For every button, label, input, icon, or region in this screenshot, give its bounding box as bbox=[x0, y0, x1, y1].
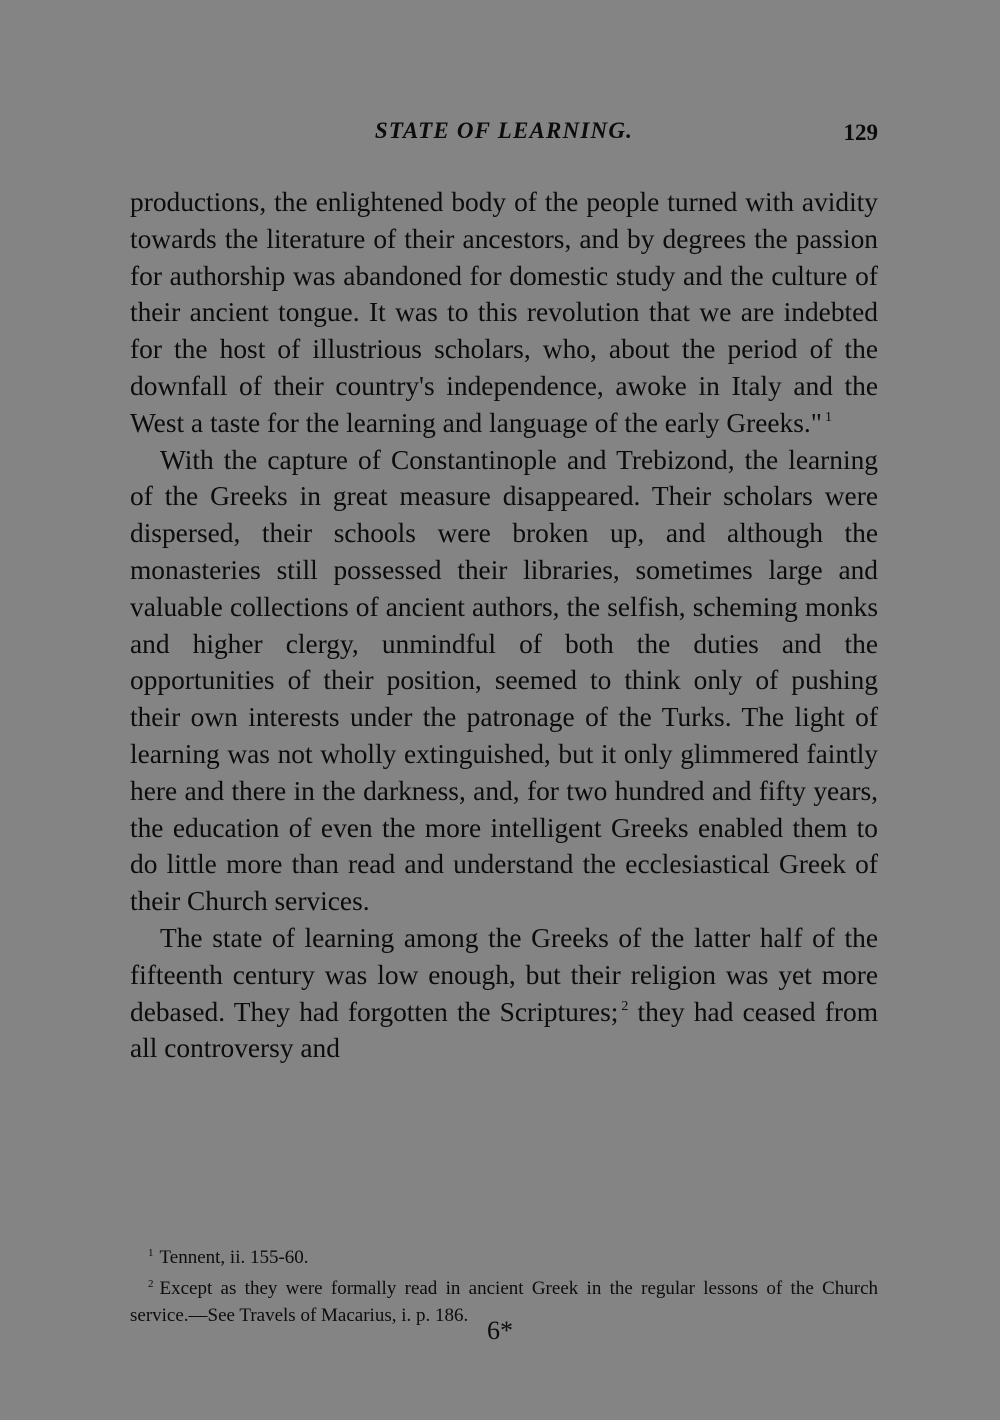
signature-mark: 6* bbox=[487, 1316, 513, 1345]
page-number: 129 bbox=[843, 120, 878, 145]
body-text bbox=[130, 184, 878, 1067]
paragraph bbox=[130, 920, 878, 1067]
paragraph bbox=[130, 442, 878, 920]
footnote-reference: 1 bbox=[824, 409, 832, 425]
paragraph-text: With the capture of Constantinople and Trebizond, the learning of the Greeks in great measure disappeared. Their scholars were dispersed, their schools were broken up, and although the monasteries still possessed their libraries, sometimes large and valuable collections of ancient authors, the selfish, scheming monks and higher clergy, unmindful of both the duties and the opportunities of their position, seemed to think only of pushing their own interests under the patronage of the Turks. The light of learning was not wholly extinguished, but it only glimmered faintly here and there in the darkness, and, for two hundred and fifty years, the education of even the more intelligent Greeks enabled them to do little more than read and understand the ecclesiastical Greek of their Church services. bbox=[130, 444, 878, 917]
paragraph-continuation bbox=[130, 184, 878, 442]
footnote-text: Except as they were formally read in ancient Greek in the regular lessons of the Church service.—See Travels of Macarius, i. p. 186. bbox=[130, 1278, 878, 1326]
running-head bbox=[130, 118, 878, 152]
running-title: STATE OF LEARNING. bbox=[374, 118, 634, 143]
footnote-text: Tennent, ii. 155-60. bbox=[159, 1247, 309, 1268]
footnote-reference: 2 bbox=[621, 998, 629, 1014]
paragraph-text: productions, the enlightened body of the people turned with avidity towards the literature of their ancestors, and by degrees the passion for authorship was abandoned for domestic study and the culture of their ancient tongue. It was to this revolution that we are indebted for the host of illustrious scholars, who, about the period of the downfall of their country's independence, awoke in Italy and the West a taste for the learning and language of the early Greeks." bbox=[130, 187, 878, 438]
footnote-mark: 2 bbox=[148, 1278, 154, 1290]
footnote bbox=[130, 1240, 878, 1271]
footnote-mark: 1 bbox=[148, 1247, 154, 1259]
paragraph-text: they had ceased from all controversy and bbox=[130, 996, 878, 1064]
paragraph-text: The state of learning among the Greeks of the latter half of the fifteenth century was low enough, but their religion was yet more debased. They had forgotten the Scriptures; bbox=[130, 922, 878, 1027]
